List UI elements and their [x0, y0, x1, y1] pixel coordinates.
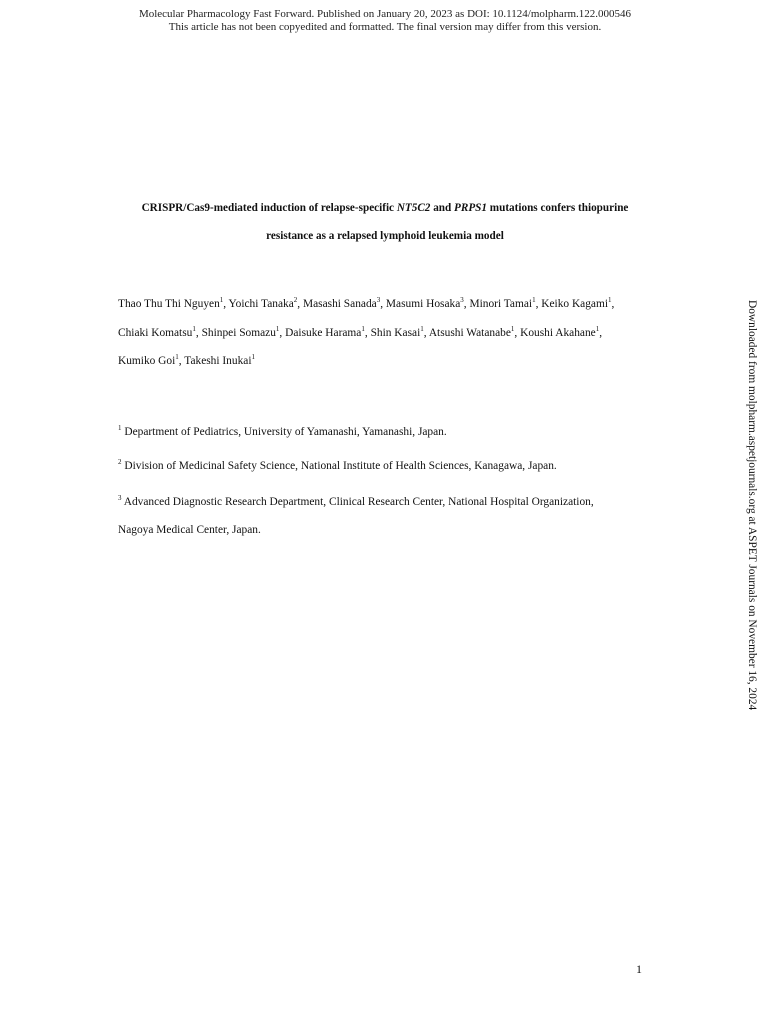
author-affiliation-mark: 2 — [293, 296, 298, 304]
author-line-2: Chiaki Komatsu$^1$, Shinpei Somazu$^1$, Daisuke Harama$^1$, Shin Kasai$^1$, Atsushi Watanabe$^1$, Koushi Akahane$^1$, — [118, 325, 603, 339]
author-affiliation-mark: 1 — [595, 325, 600, 333]
affiliation-1 — [118, 426, 447, 438]
author-affiliation-mark: 1 — [175, 353, 179, 361]
author-affiliation-mark: 1 — [420, 325, 424, 333]
article-title-line-2: resistance as a relapsed lymphoid leukemia model — [266, 230, 504, 242]
affiliation-text: Advanced Diagnostic Research Department, Clinical Research Center, National Hospital Organization, — [123, 496, 594, 508]
preprint-header — [0, 8, 770, 33]
affiliation-number: 2 — [118, 458, 122, 466]
author-affiliation-mark: 1 — [608, 296, 612, 304]
title-text-2: and — [430, 202, 455, 214]
author-name: Chiaki Komatsu — [118, 327, 193, 339]
author-affiliation-mark: 1 — [251, 353, 255, 361]
author-name: Kumiko Goi — [118, 355, 176, 367]
author-name: Shin Kasai — [370, 327, 421, 339]
affiliation-number: 1 — [118, 424, 122, 432]
affiliation-2 — [118, 460, 557, 472]
page-number: 1 — [636, 962, 642, 976]
title-text-3: mutations confers thiopurine — [486, 202, 629, 214]
author-name: Masashi Sanada — [302, 298, 377, 310]
article-title-line-1 — [100, 202, 670, 214]
affiliation-3-continued: Nagoya Medical Center, Japan. — [118, 524, 261, 536]
affiliation-number: 3 — [118, 494, 122, 502]
author-affiliation-mark: 1 — [275, 325, 280, 333]
title-gene-nt5c2: NT5C2 — [396, 202, 431, 214]
author-name: Thao Thu Thi Nguyen — [118, 298, 220, 310]
author-affiliation-mark: 3 — [460, 296, 464, 304]
header-line-1: Molecular Pharmacology Fast Forward. Published on January 20, 2023 as DOI: 10.1124/molpharm.122.000546 — [138, 8, 632, 20]
author-name: Daisuke Harama — [285, 327, 362, 339]
author-affiliation-mark: 1 — [219, 296, 224, 304]
author-line-3: Kumiko Goi$^1$, Takeshi Inukai$^1$ — [118, 353, 255, 367]
author-name: Minori Tamai — [469, 298, 533, 310]
affiliation-text: Division of Medicinal Safety Science, National Institute of Health Sciences, Kanagawa, Japan. — [124, 460, 557, 472]
affiliation-3 — [118, 496, 594, 508]
author-name: Atsushi Watanabe — [428, 327, 511, 339]
author-name: Koushi Akahane — [520, 327, 596, 339]
author-affiliation-mark: 1 — [510, 325, 515, 333]
author-line-1: Thao Thu Thi Nguyen$^1$, Yoichi Tanaka$^2$, Masashi Sanada$^3$, Masumi Hosaka$^3$, Minori Tamai$^1$, Keiko Kagami$^1$, — [118, 296, 615, 310]
author-name: Shinpei Somazu — [201, 327, 276, 339]
author-name: Masumi Hosaka — [385, 298, 461, 310]
author-affiliation-mark: 1 — [361, 325, 365, 333]
author-name: Keiko Kagami — [541, 298, 609, 310]
author-affiliation-mark: 1 — [532, 296, 536, 304]
author-name: Yoichi Tanaka — [228, 298, 294, 310]
header-line-2: This article has not been copyedited and formatted. The final version may differ from this version. — [168, 20, 602, 33]
author-affiliation-mark: 3 — [376, 296, 381, 304]
author-affiliation-mark: 1 — [192, 325, 196, 333]
download-notice: Downloaded from molpharm.aspetjournals.org at ASPET Journals on November 16, 2024 — [746, 300, 758, 711]
title-text-1: CRISPR/Cas9-mediated induction of relapse-specific — [141, 202, 397, 214]
affiliation-text: Department of Pediatrics, University of Yamanashi, Yamanashi, Japan. — [124, 426, 447, 438]
author-name: Takeshi Inukai — [184, 355, 252, 367]
title-gene-prps1: PRPS1 — [454, 202, 487, 214]
